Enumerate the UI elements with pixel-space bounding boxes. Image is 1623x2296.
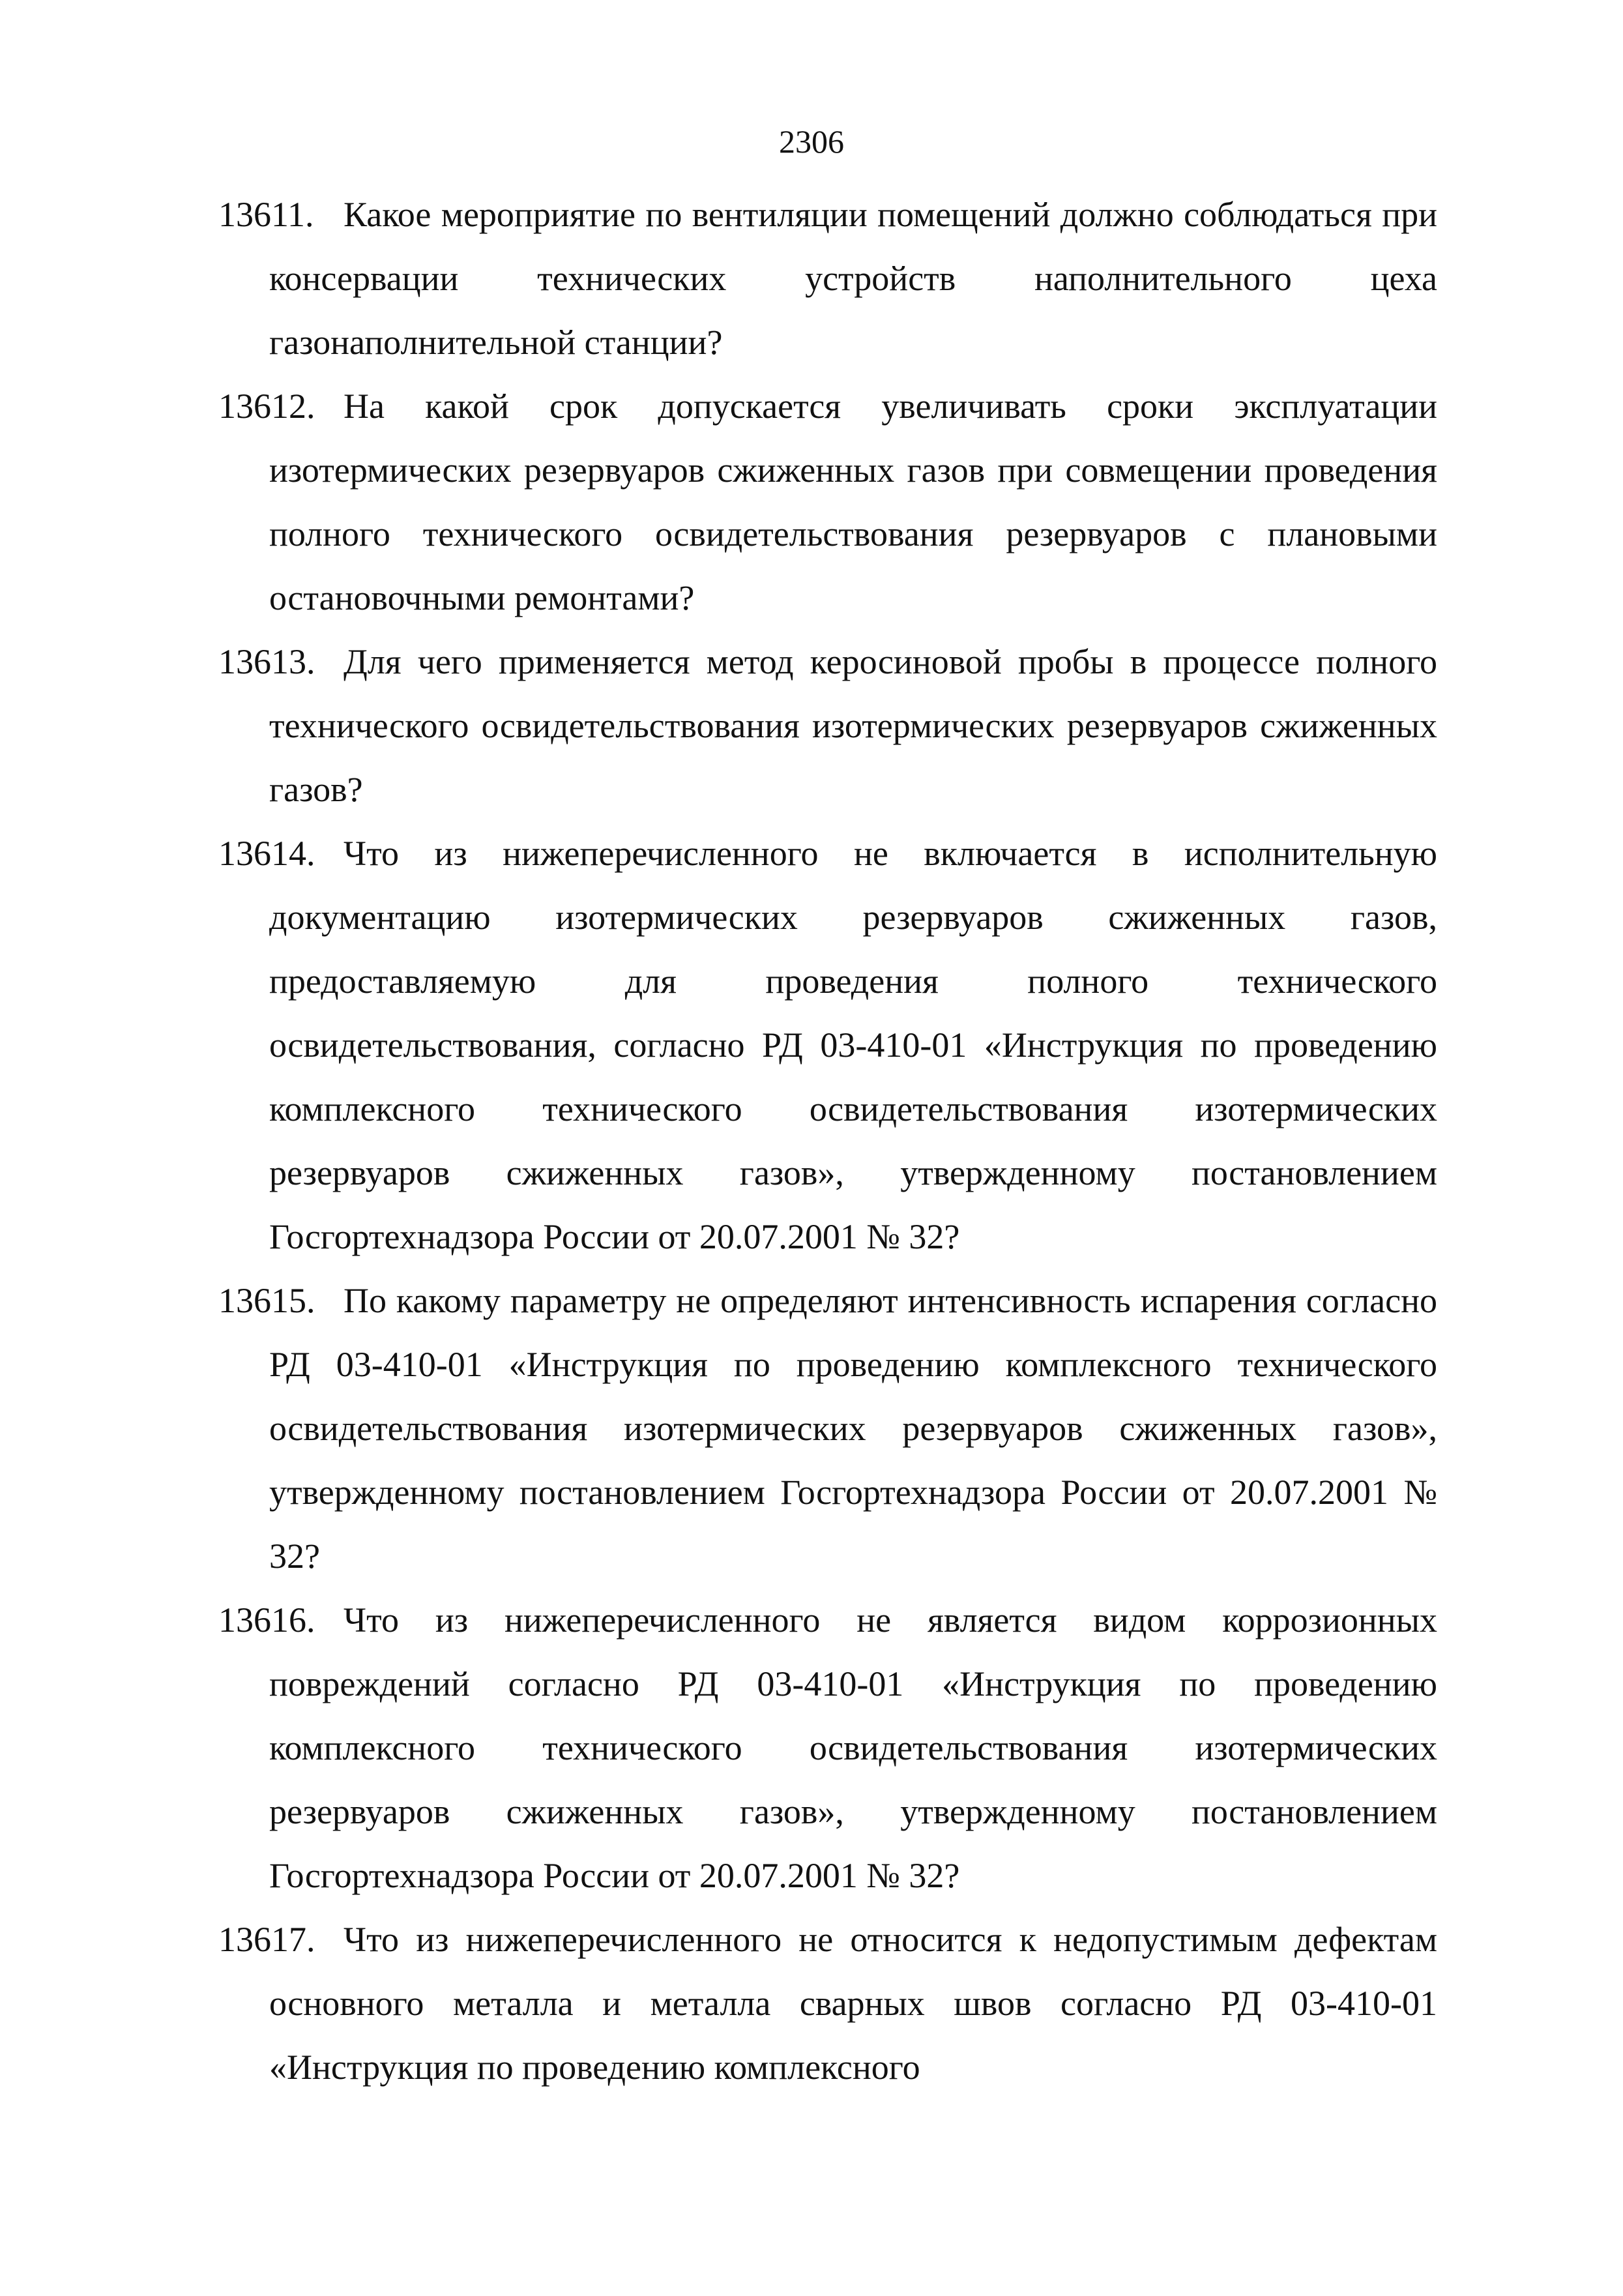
question-text: Что из нижеперечисленного не включается в исполнительную документацию изотермических резервуаров сжиженных газов, предоставляемую для проведения полного технического освидетельствования, согласно РД 03-410-01 «Инструкция по проведению комплексного технического освидетельствования изотермических резервуаров сжиженных газов», утвержденному постановлением Госгортехнадзора России от 20.07.2001 № 32? [269,834,1437,1256]
question-item [218,630,1437,821]
question-text: По какому параметру не определяют интенсивность испарения согласно РД 03-410-01 «Инструкция по проведению комплексного технического освидетельствования изотермических резервуаров сжиженных газов», утвержденному постановлением Госгортехнадзора России от 20.07.2001 № 32? [269,1281,1437,1576]
question-number: 13614. [218,834,315,873]
question-text: Что из нижеперечисленного не является видом коррозионных повреждений согласно РД 03-410-01 «Инструкция по проведению комплексного технического освидетельствования изотермических резервуаров сжиженных газов», утвержденному постановлением Госгортехнадзора России от 20.07.2001 № 32? [269,1600,1437,1895]
question-item [218,821,1437,1269]
question-number: 13613. [218,642,315,681]
question-text: Какое мероприятие по вентиляции помещений должно соблюдаться при консервации технических устройств наполнительного цеха газонаполнительной станции? [269,195,1437,362]
question-text: Что из нижеперечисленного не относится к недопустимым дефектам основного металла и металла сварных швов согласно РД 03-410-01 «Инструкция по проведению комплексного [269,1920,1437,2087]
question-item [218,183,1437,374]
question-item [218,1588,1437,1907]
question-number: 13615. [218,1281,315,1320]
question-text: На какой срок допускается увеличивать сроки эксплуатации изотермических резервуаров сжиженных газов при совмещении проведения полного технического освидетельствования резервуаров с плановыми остановочными ремонтами? [269,387,1437,617]
question-number: 13616. [218,1600,315,1640]
question-list [218,183,1437,2099]
page-number: 2306 [779,123,844,160]
question-number: 13611. [218,195,314,234]
question-number: 13617. [218,1920,315,1959]
question-item [218,1907,1437,2099]
question-item [218,374,1437,630]
question-number: 13612. [218,387,315,426]
question-text: Для чего применяется метод керосиновой пробы в процессе полного технического освидетельствования изотермических резервуаров сжиженных газов? [269,642,1437,809]
question-item [218,1269,1437,1588]
